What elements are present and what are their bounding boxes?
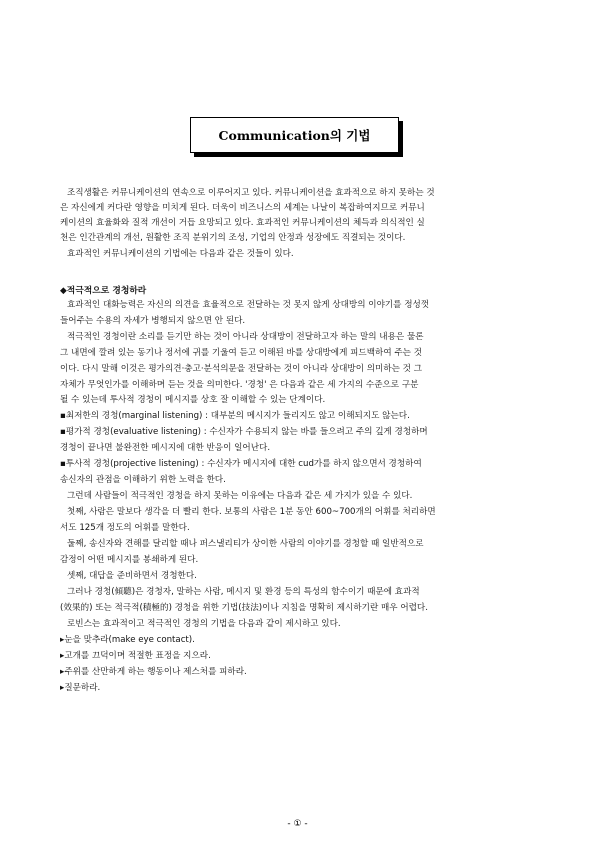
bullet-line: ▸질문하라. (60, 683, 101, 693)
intro-line: 천은 인간관계의 개선, 원활한 조직 분위기의 조성, 기업의 안정과 성장에도 직결되는 것이다. (60, 233, 406, 243)
body-line: 적극적인 경청이란 소리를 듣기만 하는 것이 아니라 상대방이 전달하고자 하는 말의 내용은 물론 (67, 332, 424, 342)
bullet-line: ▪최저한의 경청(marginal listening) : 대부분의 메시지가 들리지도 않고 이해되지도 않는다. (60, 411, 410, 421)
body-line: 그러나 경청(傾聽)은 경청자, 말하는 사람, 메시지 및 환경 등의 특성의 함수이기 때문에 효과적 (67, 587, 420, 597)
page-number: - ① - (287, 819, 308, 829)
bullet-line: ▪투사적 경청(projective listening) : 수신자가 메시지에 대한 cud가를 하지 않으면서 경청하여 (60, 459, 422, 469)
body-line: 경청이 끝나면 불완전한 메시지에 대한 반응이 일어난다. (60, 443, 271, 453)
bullet-line: ▸고개를 끄덕이며 적절한 표정을 지으라. (60, 651, 211, 661)
body-line: 될 수 있는데 투사적 경청이 메시지를 상호 잘 이해할 수 있는 단계이다. (60, 395, 326, 405)
section-heading: ◆적극적으로 경청하라 (60, 286, 147, 296)
body-line: 로빈스는 효과적이고 적극적인 경청의 기법을 다음과 같이 제시하고 있다. (67, 619, 341, 629)
body-line: 서도 125개 정도의 어휘를 말한다. (60, 523, 190, 533)
bullet-line: ▪평가적 경청(evaluative listening) : 수신자가 수용되지 않는 바를 들으려고 주의 깊게 경청하며 (60, 427, 428, 437)
body-line: 이다. 다시 말해 이것은 평가의견·충고·분석의문을 전달하는 것이 아니라 상대방이 의미하는 것 그 (60, 364, 423, 374)
body-line: 그 내면에 깔려 있는 동기나 정서에 귀를 기울여 듣고 이해된 바를 상대방에게 피드백하여 주는 것 (60, 348, 423, 358)
body-line: 자체가 무엇인가를 이해하며 듣는 것을 의미한다. '경청' 은 다음과 같은 세 가지의 수준으로 구분 (60, 380, 419, 390)
body-line: 셋째, 대답을 준비하면서 경청한다. (67, 571, 197, 581)
bullet-line: ▸주위를 산만하게 하는 행동이나 제스처를 피하라. (60, 667, 247, 677)
body-line: 들어주는 수용의 자세가 병행되지 않으면 안 된다. (60, 316, 246, 326)
body-line: 첫째, 사람은 말보다 생각을 더 빨리 한다. 보통의 사람은 1분 동안 600~700개의 어휘를 처리하면 (67, 507, 436, 517)
body-line: (效果的) 또는 적극적(積極的) 경청을 위한 기법(技法)이나 지침을 명확히 제시하기란 매우 어렵다. (60, 603, 428, 613)
body-line: 둘째, 송신자와 견해를 달리할 때나 퍼스낼리티가 상이한 사람의 이야기를 경청할 때 일반적으로 (67, 539, 424, 549)
intro-line: 효과적인 커뮤니케이션의 기법에는 다음과 같은 것들이 있다. (67, 249, 294, 259)
title-box (190, 117, 403, 157)
body-line: 그런데 사람들이 적극적인 경청을 하지 못하는 이유에는 다음과 같은 세 가지가 있을 수 있다. (67, 491, 413, 501)
body-line: 감정이 어떤 메시지를 봉쇄하게 된다. (60, 555, 199, 565)
intro-line: 은 자신에게 커다란 영향을 미치게 된다. 더욱이 비즈니스의 세계는 나날이 복잡하여지므로 커뮤니 (60, 203, 425, 213)
intro-line: 조직생활은 커뮤니케이션의 연속으로 이루어지고 있다. 커뮤니케이션을 효과적으로 하지 못하는 것 (67, 188, 435, 198)
body-line: 송신자의 관점을 이해하기 위한 노력을 한다. (60, 475, 226, 485)
body-line: 효과적인 대화능력은 자신의 의견을 효율적으로 전달하는 것 못지 않게 상대방의 이야기를 정성껏 (67, 300, 430, 310)
bullet-line: ▸눈을 맞추라(make eye contact). (60, 635, 195, 645)
intro-line: 케이션의 효율화와 질적 개선이 거듭 요망되고 있다. 효과적인 커뮤니케이션의 체득과 의식적인 실 (60, 218, 425, 228)
page-title: Communication의 기법 (190, 117, 399, 153)
